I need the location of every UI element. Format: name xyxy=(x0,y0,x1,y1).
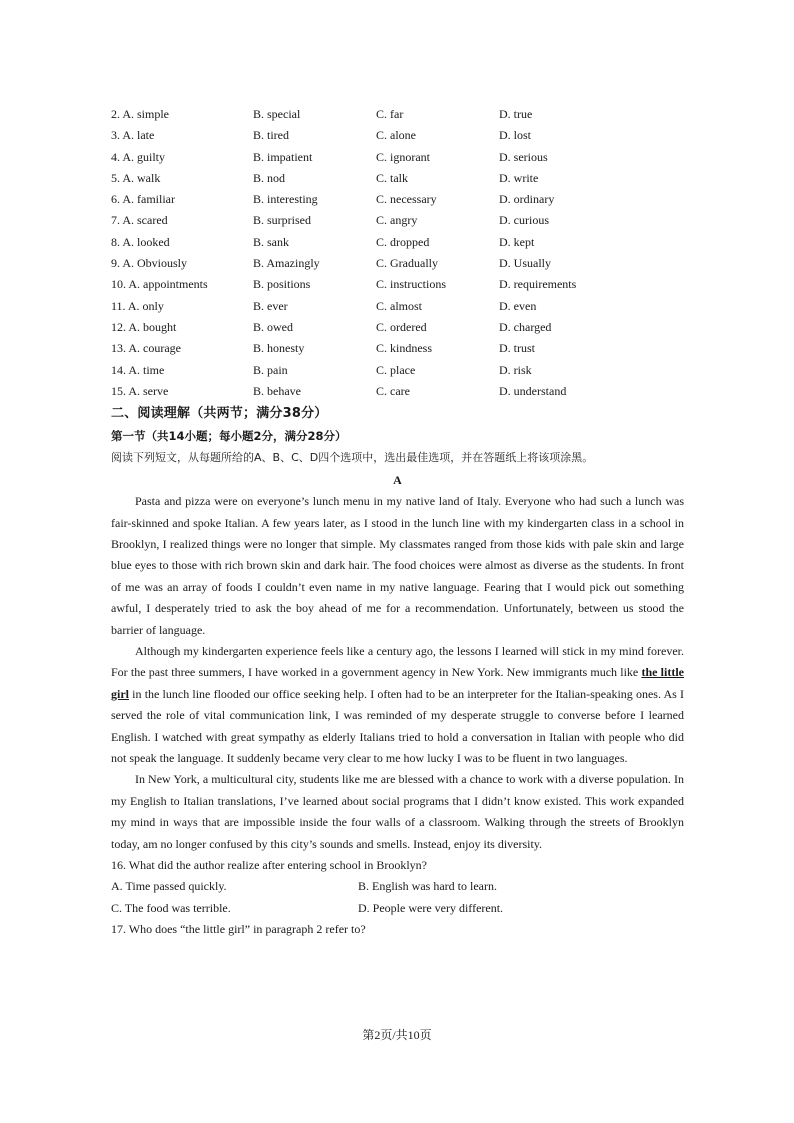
option-row xyxy=(111,381,684,402)
option-c: C. Gradually xyxy=(376,256,438,271)
option-row xyxy=(111,168,684,189)
section-instruction: 阅读下列短文，从每题所给的A、B、C、D四个选项中，选出最佳选项，并在答题纸上将该项涂黑。 xyxy=(111,451,594,465)
passage-paragraph-3: In New York, a multicultural city, students like me are blessed with a chance to work with a diverse population. In my English to Italian translations, I’ve learned about social programs that I didn’t know existed. This work expanded my mind in ways that are impossible inside the four walls of a classroom. Walking through the streets of Brooklyn today, am no longer confused by this city’s sounds and smells. Instead, enjoy its diversity. xyxy=(111,772,684,851)
option-a: 11. A. only xyxy=(111,298,164,313)
question-16-option-b: B. English was hard to learn. xyxy=(358,879,497,894)
option-b: B. positions xyxy=(253,277,311,292)
question-16-option-d: D. People were very different. xyxy=(358,900,504,915)
option-d: D. Usually xyxy=(499,256,551,271)
cloze-options-list xyxy=(111,104,684,402)
option-row xyxy=(111,274,684,295)
option-row xyxy=(111,210,684,231)
option-c: C. alone xyxy=(376,128,416,143)
option-d: D. ordinary xyxy=(499,192,555,207)
option-d: D. serious xyxy=(499,149,548,164)
option-a: 5. A. walk xyxy=(111,170,161,185)
option-d: D. even xyxy=(499,298,537,313)
option-c: C. kindness xyxy=(376,341,433,356)
option-a: 7. A. scared xyxy=(111,213,168,228)
exam-page xyxy=(111,104,684,941)
option-c: C. almost xyxy=(376,298,423,313)
option-c: C. angry xyxy=(376,213,418,228)
option-b: B. sank xyxy=(253,234,289,249)
option-row xyxy=(111,147,684,168)
option-a: 13. A. courage xyxy=(111,341,181,356)
option-d: D. charged xyxy=(499,319,552,334)
option-d: D. requirements xyxy=(499,277,577,292)
option-b: B. Amazingly xyxy=(253,256,320,271)
option-b: B. ever xyxy=(253,298,288,313)
option-row xyxy=(111,338,684,359)
option-row xyxy=(111,104,684,125)
question-16-option-a: A. Time passed quickly. xyxy=(111,879,227,894)
option-c: C. talk xyxy=(376,170,408,185)
page-footer: 第2页/共10页 xyxy=(362,1028,432,1042)
option-row xyxy=(111,296,684,317)
option-a: 9. A. Obviously xyxy=(111,256,188,271)
option-d: D. risk xyxy=(499,362,532,377)
section-title: 二、阅读理解（共两节；满分38分） xyxy=(111,406,328,422)
option-c: C. care xyxy=(376,383,410,398)
passage-title: A xyxy=(393,473,402,488)
question-16-stem: 16. What did the author realize after entering school in Brooklyn? xyxy=(111,858,428,873)
option-row xyxy=(111,125,684,146)
option-row xyxy=(111,189,684,210)
option-d: D. understand xyxy=(499,383,567,398)
option-d: D. kept xyxy=(499,234,535,249)
option-b: B. owed xyxy=(253,319,293,334)
option-b: B. surprised xyxy=(253,213,311,228)
option-a: 15. A. serve xyxy=(111,383,169,398)
option-d: D. curious xyxy=(499,213,549,228)
option-a: 10. A. appointments xyxy=(111,277,208,292)
option-a: 4. A. guilty xyxy=(111,149,166,164)
option-row xyxy=(111,253,684,274)
question-16-option-c: C. The food was terrible. xyxy=(111,900,231,915)
option-c: C. ignorant xyxy=(376,149,430,164)
option-c: C. ordered xyxy=(376,319,427,334)
option-b: B. pain xyxy=(253,362,288,377)
question-17-stem: 17. Who does “the little girl” in paragraph 2 refer to? xyxy=(111,922,366,937)
option-row xyxy=(111,232,684,253)
option-a: 14. A. time xyxy=(111,362,165,377)
option-d: D. lost xyxy=(499,128,532,143)
question-16-options-row-2 xyxy=(111,898,684,919)
option-d: D. true xyxy=(499,107,533,121)
passage-paragraph-1: Pasta and pizza were on everyone’s lunch menu in my native land of Italy. Everyone who had such a lunch was fair-skinned and spoke Italian. A few years later, as I stood in the lunch line with my kindergarten class in a school in Brooklyn, I realized things were no longer that simple. My classmates ranged from those kids with pale skin and large blue eyes to those with rich brown skin and dark hair. The food choices were almost as diverse as the students. In front of me was an array of foods I couldn’t even name in my native language. Fearing that I would pick out something awful, I desperately tried to ask the boy ahead of me for a recommendation. Unfortunately, between us stood the barrier of language. xyxy=(111,494,684,637)
option-b: B. interesting xyxy=(253,192,318,207)
option-b: B. special xyxy=(253,107,301,121)
option-b: B. tired xyxy=(253,128,289,143)
underlined-phrase: the little girl xyxy=(111,665,684,701)
option-c: C. far xyxy=(376,107,404,121)
p2-text-after: in the lunch line flooded our office seeking help. I often had to be an interpreter for the Italian-speaking ones. As I served the role of vital communication link, I was reminded of my desperate struggle to converse before I learned English. I watched with great sympathy as elderly Italians tried to hold a conversation in Italian with people who did not speak the language. It suddenly became very clear to me how lucky I was to be fluent in two languages. xyxy=(111,686,684,766)
passage-paragraph-2 xyxy=(111,641,684,769)
option-a: 2. A. simple xyxy=(111,107,170,121)
option-d: D. write xyxy=(499,170,539,185)
option-b: B. honesty xyxy=(253,341,305,356)
option-row xyxy=(111,317,684,338)
section-subtitle: 第一节（共14小题；每小题2分，满分28分） xyxy=(111,429,347,444)
option-d: D. trust xyxy=(499,341,535,356)
option-a: 12. A. bought xyxy=(111,319,177,334)
p2-text-before: Although my kindergarten experience feels like a century ago, the lessons I learned will stick in my mind forever. For the past three summers, I have worked in a government agency in New York. New immigrants much like xyxy=(111,644,684,680)
option-c: C. instructions xyxy=(376,277,447,292)
option-row xyxy=(111,360,684,381)
option-c: C. necessary xyxy=(376,192,437,207)
option-b: B. nod xyxy=(253,170,286,185)
option-a: 8. A. looked xyxy=(111,234,170,249)
option-c: C. place xyxy=(376,362,416,377)
option-a: 3. A. late xyxy=(111,128,155,143)
option-b: B. behave xyxy=(253,383,301,398)
option-b: B. impatient xyxy=(253,149,313,164)
option-a: 6. A. familiar xyxy=(111,192,175,207)
question-16-options-row-1 xyxy=(111,876,684,897)
option-c: C. dropped xyxy=(376,234,430,249)
